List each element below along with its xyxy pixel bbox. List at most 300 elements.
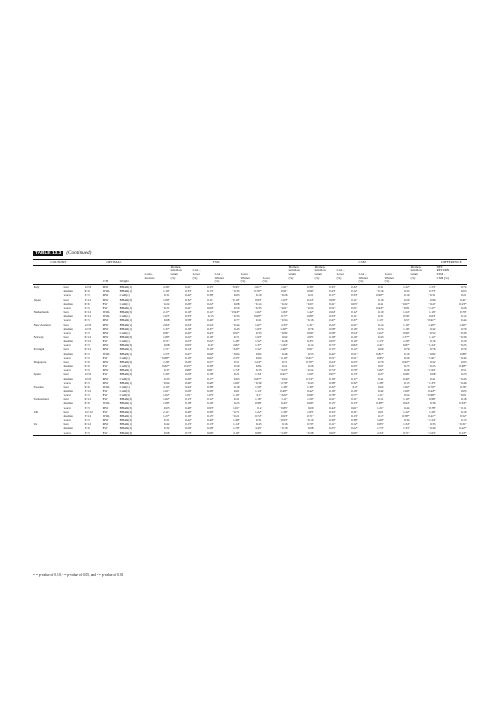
header-cell: tructure — [144, 276, 155, 280]
table-cell: 2.84ᵃ — [163, 322, 170, 327]
table-cell: 0.97ᵃ — [233, 330, 240, 335]
table-cell: 1.15ᶜ — [377, 318, 384, 323]
table-cell: −1.61ᵃ — [427, 355, 436, 360]
table-cell: 0.27ᵃ — [207, 359, 214, 364]
table-cell: Italy — [33, 285, 40, 290]
table-cell: −0.04 — [232, 351, 240, 356]
table-cell: 0.13ᵃ — [329, 413, 336, 418]
table-cell: 0.19ᵃ — [185, 326, 192, 331]
table-cell: CAR(1) — [119, 293, 130, 298]
table-cell: 0.10 — [377, 310, 384, 315]
table-cell: 0.12ᶜ — [207, 310, 214, 315]
table-cell: BHAR(1) — [119, 351, 132, 356]
table-cell: median — [63, 314, 73, 319]
table-cell: 3×3 — [84, 305, 90, 310]
table-cell: 0.71ᵃ — [307, 413, 314, 418]
table-cell: −3.01ᵃ — [279, 305, 288, 310]
table-cell: MW — [102, 418, 109, 423]
table-cell: 6×12 — [84, 422, 92, 427]
table-cell: 2.26ᵃ — [163, 285, 170, 290]
table-cell: 0.40ᵃ — [403, 376, 410, 381]
table-cell: 0.69ᵃᵃ — [254, 314, 262, 319]
table-cell: 0.03 — [460, 389, 467, 394]
table-cell: Us — [33, 422, 38, 427]
table-cell: BHAR(3) — [119, 397, 132, 402]
table-cell: 0.16ᵃ — [351, 326, 358, 331]
table-cell: 1.60ᵃ — [233, 380, 240, 385]
table-cell: 0.18 — [233, 384, 240, 389]
table-cell: IVOL — [102, 384, 111, 389]
table-cell: 2.11ᵃ — [163, 409, 170, 414]
table-cell: 0.38ᵃ — [207, 384, 214, 389]
table-cell: 0.24 — [163, 301, 170, 306]
table-cell: 0.66ᵃ — [192, 431, 214, 436]
table-cell: 0.06ᵃ — [329, 297, 336, 302]
table-cell: −0.39 — [459, 334, 467, 339]
table-cell: 0.51ᶜ — [351, 305, 358, 310]
table-cell: BHAR(1) — [119, 401, 132, 406]
table-cell: −0.02 — [280, 376, 288, 381]
table-cell: 1.11ᵃ — [377, 393, 384, 398]
table-cell: worst — [63, 405, 71, 410]
table-cell: 0.12ᶜ — [351, 310, 358, 315]
table-cell: 1.22ᵃ — [403, 285, 410, 290]
table-cell: 0.44 — [403, 405, 410, 410]
table-cell: 0.17ᵃ — [207, 376, 214, 381]
table-cell: 0.96ᵃ — [307, 393, 314, 398]
table-cell: 12×6 — [84, 372, 92, 377]
table-cell: Singapore — [33, 359, 47, 364]
table-cell: 0.33 — [403, 289, 410, 294]
table-cell: 0.90ᵃ — [403, 330, 410, 335]
table-cell: 3×12 — [84, 297, 92, 302]
table-cell: 0.66ᵃ — [307, 401, 314, 406]
table-cell: EW — [102, 339, 108, 344]
table-cell: 0.17ᵃ — [329, 293, 336, 298]
table-cell: 2.10ᵃ — [163, 384, 170, 389]
table-cell: 1.74ᵃ — [233, 368, 240, 373]
table-cell: −0.43 — [306, 380, 314, 385]
table-cell: 1.16ᵃ — [403, 326, 410, 331]
table-cell: −0.30 — [459, 330, 467, 335]
table-cell: MW — [102, 334, 109, 339]
table-cell: 0.92ᵃᵃ — [402, 359, 410, 364]
table-cell: 2.33ᵃ — [281, 322, 288, 327]
table-cell: 0.44ᵃ — [185, 384, 192, 389]
table-cell: 0.38ᵃ — [351, 418, 358, 423]
table-cell: −0.44 — [459, 355, 467, 360]
table-cell: MW — [102, 405, 109, 410]
header-cell: (%) — [410, 276, 416, 280]
table-cell: worst — [63, 343, 71, 348]
table-cell: best — [63, 422, 69, 427]
table-cell: 1.03ᵃ — [207, 393, 214, 398]
table-cell: 0.16 — [460, 409, 467, 414]
table-cell: 0.76 — [307, 326, 314, 331]
table-cell: 0.19 — [255, 293, 262, 298]
table-cell: −0.24 — [306, 305, 314, 310]
table-cell: 0.24ᶜ — [207, 322, 214, 327]
table-cell: 0.32 — [163, 426, 170, 431]
table-cell: 0.60ᵃ — [207, 351, 214, 356]
table-cell: 0.22ᵃ — [329, 322, 336, 327]
table-cell: 0.17 — [377, 413, 384, 418]
table-cell: 0.71 — [281, 359, 288, 364]
table-cell: Japan — [33, 297, 41, 302]
table-cell: 0.39ᵃ — [329, 418, 336, 423]
table-cell: EW — [102, 397, 108, 402]
table-cell: 1.52ᵃ — [255, 347, 262, 352]
table-cell: 0.80ᵃ — [185, 368, 192, 373]
table-cell: 0.67ᵃᵃ — [254, 376, 262, 381]
table-cell: 1.02ᵃ — [255, 310, 262, 315]
table-cell: −0.33 — [254, 305, 262, 310]
table-cell: 1.19ᵃ — [163, 289, 170, 294]
table-cell: IVOL — [102, 314, 111, 319]
table-cell: 0.16ᵃ — [185, 413, 192, 418]
header-cell: Winner — [240, 276, 250, 280]
table-cell: −0.85ᵃ — [279, 405, 288, 410]
table-cell: 0.51ᵃ — [351, 355, 358, 360]
table-cell: 0.33ᶜ — [207, 285, 214, 290]
table-cell: 0.41 — [377, 376, 384, 381]
table-cell: −1.33ᵃ — [427, 380, 436, 385]
table-cell: 0.42 — [377, 389, 384, 394]
table-cell: 0.13ᵃ — [351, 413, 358, 418]
table-cell: 0.26 — [307, 364, 314, 369]
table-cell: −2.19ᵃ — [279, 355, 288, 360]
table-cell: 0.01 — [377, 409, 384, 414]
table-cell: 0.26ᵃ — [185, 426, 192, 431]
table-cell: 0.51ᵃ — [329, 305, 336, 310]
table-cell: 1.38ᵃ — [377, 380, 384, 385]
table-cell: 1.02ᵃ — [377, 330, 384, 335]
table-cell: 9×6 — [84, 384, 90, 389]
table-cell: 1.91ᵃ — [281, 285, 288, 290]
table-cell: 0.96ᵃ — [403, 372, 410, 377]
table-cell: 12×6 — [84, 322, 92, 327]
table-cell: 0.38ᵃᵃ — [376, 401, 384, 406]
table-cell: 0.33ᵃ — [329, 314, 336, 319]
group-optimal: OPTIMAL — [84, 260, 144, 266]
table-cell: CAR(3) — [119, 393, 130, 398]
table-cell: BHAR(1) — [119, 413, 132, 418]
table-cell: 9×9 — [84, 364, 90, 369]
table-cell: 6×12 — [84, 314, 92, 319]
table-cell: 0.56ᵃ — [403, 314, 410, 319]
table-cell: 1.00ᵃ — [307, 372, 314, 377]
table-cell: 1.22ᵃ — [403, 409, 410, 414]
table-cell: 0.20 — [403, 355, 410, 360]
table-cell: −0.71 — [232, 409, 240, 414]
table-cell: 0.05ᵃ — [329, 339, 336, 344]
table-cell: EW — [102, 364, 108, 369]
table-cell: 3.45ᵃ — [255, 426, 262, 431]
table-cell: 0.76ᵃᵃ — [254, 289, 262, 294]
table-cell: 0.42 — [429, 326, 436, 331]
table-cell: 0.26 — [460, 305, 467, 310]
table-cell: 0.73ᶜ — [429, 289, 436, 294]
table-cell: −0.81 — [402, 305, 410, 310]
table-cell: 0.96ᵃ — [307, 289, 314, 294]
table-cell: −0.18 — [280, 426, 288, 431]
table-cell: 0.79ᵃᵃ — [428, 384, 436, 389]
table-header — [33, 260, 467, 285]
table-cell: 1.71ᵃ — [163, 347, 170, 352]
table-cell: 0.44ᵃᵃ — [428, 389, 436, 394]
table-cell: MW — [102, 380, 109, 385]
table-cell: 0.63ᶜ — [429, 314, 436, 319]
table-cell: 0.77ᵃ — [281, 314, 288, 319]
table-cell: 0.18ᵃ — [329, 334, 336, 339]
table-cell: median — [63, 426, 73, 431]
table-cell: 6×6 — [84, 301, 90, 306]
table-cell: 0.68 — [429, 372, 436, 377]
table-cell: 0.22ᵃᵃ — [459, 426, 467, 431]
table-cell: −0.25 — [428, 364, 436, 369]
table-cell: 0.82 — [255, 351, 262, 356]
table-cell: 0.16 — [377, 297, 384, 302]
table-cell: 0.79ᶜ — [460, 310, 467, 315]
table-cell: 0.46 — [281, 351, 288, 356]
table-cell: 0.84ᵃ — [351, 343, 358, 348]
table-cell: −0.82 — [428, 351, 436, 356]
table-cell: 0.33 — [163, 376, 170, 381]
table-cell: 0.57 — [403, 318, 410, 323]
table-cell: 3×3 — [84, 293, 90, 298]
header-cell: (%) — [358, 280, 384, 284]
table-cell: IVOL — [102, 401, 111, 406]
table-cell: EW — [102, 426, 108, 431]
header-cell: tum Raw — [288, 269, 301, 273]
table-cell: 1.77ᵃᵃ — [402, 334, 410, 339]
table-cell: −1.27ᵃ — [427, 305, 436, 310]
table-cell: −0.38 — [288, 431, 314, 436]
table-cell: 0.25ᵃ — [329, 426, 336, 431]
table-cell: BHAR(1) — [119, 289, 132, 294]
table-cell: −0.19ᵃ — [231, 297, 240, 302]
table-cell: 0.49ᵃ — [185, 405, 192, 410]
table-cell: IVOL — [102, 413, 111, 418]
table-cell: −0.31ᵃ — [458, 422, 467, 427]
table-cell: 0.33ᶜ — [351, 293, 358, 298]
table-cell: BHAR(1) — [119, 422, 132, 427]
table-cell: 0.79 — [460, 326, 467, 331]
table-cell: 0.21ᵃ — [329, 364, 336, 369]
table-cell: best — [63, 297, 69, 302]
table-cell: 1.82ᵃ — [403, 384, 410, 389]
table-cell: 0.74 — [460, 285, 467, 290]
table-cell: best — [63, 359, 69, 364]
table-cell: 0.08 — [307, 426, 314, 431]
table-cell: 3×3 — [84, 368, 90, 373]
header-cell: Cost – — [336, 269, 345, 273]
table-cell: −3.23ᵃ — [279, 368, 288, 373]
table-cell: −0.35 — [232, 289, 240, 294]
table-cell: 0.31ᵃ — [351, 409, 358, 414]
table-cell: CAR(1) — [119, 384, 130, 389]
table-cell: BHAR(3) — [119, 426, 132, 431]
table-cell: 0.26ᵃ — [185, 389, 192, 394]
table-cell: 0.31 — [163, 418, 170, 423]
table-cell: −0.95ᶜ — [231, 285, 240, 290]
table-cell: BHAR(1) — [119, 318, 132, 323]
table-cell: 0.81ᵃ — [207, 368, 214, 373]
table-cell: 0.21ᵃ — [329, 397, 336, 402]
table-cell: MW — [102, 318, 109, 323]
table-cell: 0.12ᵃ — [207, 397, 214, 402]
table-cell: 1.50ᵃ — [255, 384, 262, 389]
table-cell: 0.16 — [429, 339, 436, 344]
table-cell: 0.43ᵃ — [207, 330, 214, 335]
table-cell: 0.10 — [460, 339, 467, 344]
table-cell: 0.24ᵃ — [307, 297, 314, 302]
table-cell: 0.05ᵃ — [351, 301, 358, 306]
table-cell: 0.74ᵃ — [329, 368, 336, 373]
table-cell: 0.68 — [163, 318, 170, 323]
table-cell: 0.15ᵃ — [329, 401, 336, 406]
table-cell: 0.13ᵃᵃ — [436, 431, 467, 436]
table-cell: −0.61ᵃᵃ — [304, 355, 314, 360]
table-cell: 3×3 — [84, 330, 90, 335]
table-cell: worst — [63, 380, 71, 385]
table-cell: 1.27ᵃ — [163, 413, 170, 418]
table-cell: 3×9 — [84, 359, 90, 364]
table-cell: 1.20ᵃ — [307, 397, 314, 402]
table-cell: 0.18ᵃ — [185, 401, 192, 406]
table-cell: New Zealand — [33, 322, 51, 327]
table-cell: 0.23ᵃ — [185, 339, 192, 344]
table-cell: −0.78ᵃ — [427, 405, 436, 410]
table-cell: 0.72ᵃ — [255, 413, 262, 418]
header-cell: Winner — [358, 276, 368, 280]
group-country: COUNTRY — [33, 260, 84, 266]
header-cell: Cost – — [214, 273, 223, 276]
table-cell: 0.89ᵃ — [240, 431, 262, 436]
table-cell: 3×12 — [84, 413, 92, 418]
header-cell: (%) — [262, 280, 288, 284]
table-cell: MW — [102, 293, 109, 298]
table-cell: BHAR(1) — [119, 285, 132, 290]
table-cell: 0.51ᵃ — [329, 355, 336, 360]
header-cell: Costs- — [144, 273, 153, 276]
table-cell: −0.21 — [232, 413, 240, 418]
table-cell: 1.10ᵃ — [403, 397, 410, 402]
table-cell: EW — [102, 393, 108, 398]
table-cell: 2.41ᵃ — [377, 343, 384, 348]
table-cell: 1.02ᵃ — [163, 393, 170, 398]
table-cell: 0.76ᵃ — [460, 384, 467, 389]
table-cell: 0.44 — [460, 318, 467, 323]
table-cell: 0.20 — [403, 297, 410, 302]
table-cell: 0.11ᵃ — [329, 422, 336, 427]
table-cell: 0.96ᵃ — [307, 330, 314, 335]
table-cell: 0.11ᵃ — [351, 397, 358, 402]
table-cell: 0.87ᵃ — [403, 343, 410, 348]
table-cell: EW — [102, 372, 108, 377]
table-cell: 0.37ᶜ — [351, 318, 358, 323]
table-cell: 0.19ᵃ — [351, 389, 358, 394]
header-cell: (%) — [192, 276, 198, 280]
table-cell: 1.24ᵃᵃ — [254, 359, 262, 364]
table-cell: 0.71 — [233, 334, 240, 339]
table-cell: median — [63, 413, 73, 418]
table-cell: −0.26 — [280, 293, 288, 298]
table-cell: 0.42ᵃ — [185, 330, 192, 335]
table-cell: 1.10ᵃ — [403, 322, 410, 327]
table-cell: 0.12 — [307, 343, 314, 348]
table-cell: 2.65ᵃ — [307, 334, 314, 339]
table-cell: −0.10 — [306, 418, 314, 423]
table-cell: 1.01ᵃ — [185, 393, 192, 398]
table-cell: −2.78ᵃ — [279, 380, 288, 385]
header-cell: (%) — [170, 276, 176, 280]
table-cell: 0.21ᶜ — [329, 301, 336, 306]
table-cell: 0.32ᵃ — [351, 380, 358, 385]
table-cell: BHAR(3) — [119, 343, 132, 348]
table-cell: 0.77ᵃ — [351, 393, 358, 398]
table-cell: 0.32ᵃ — [329, 384, 336, 389]
header-cell: return — [288, 273, 297, 276]
table-cell: 1.21ᵃ — [377, 405, 384, 410]
table-cell: 0.70ᵃ — [307, 422, 314, 427]
table-cell: 0.13ᵃ — [185, 397, 192, 402]
table-cell: CAR(1) — [119, 314, 130, 319]
table-cell: 0.23ᵃᵃ — [459, 301, 467, 306]
table-cell: 0.34 — [403, 418, 410, 423]
table-cell: 0.81ᵃᵃ — [376, 351, 384, 356]
table-cell: 0.20ᵃ — [185, 372, 192, 377]
table-cell: 0.43 — [377, 334, 384, 339]
header-cell: (%) — [314, 276, 320, 280]
table-cell: 0.12ᵃ — [351, 422, 358, 427]
table-cell: 0.41 — [377, 301, 384, 306]
table-cell: median — [63, 339, 73, 344]
table-cell: 0.58ᵃ — [329, 326, 336, 331]
table-cell: 12×9 — [84, 326, 92, 331]
header-cell: Loser — [262, 276, 270, 280]
table-cell: 0.11ᶜ — [207, 297, 214, 302]
table-cell: 0.42 — [163, 422, 170, 427]
table-cell: −0.6ᵃᵃ — [232, 347, 240, 352]
table-cell: −0.01 — [459, 393, 467, 398]
table-cell: 0.37 — [163, 368, 170, 373]
table-cell: 0.97 — [377, 364, 384, 369]
table-cell: 6×3 — [84, 380, 90, 385]
table-cell: 0.38ᵃ — [329, 380, 336, 385]
table-cell: 0.09 — [307, 405, 314, 410]
table-cell: 1.80ᵃ — [163, 334, 170, 339]
table-cell: 1.12ᵃ — [429, 334, 436, 339]
header-cell: NET — [436, 265, 443, 269]
table-cell: 1.11ᵃ — [281, 397, 288, 402]
table-cell: 0.93ᵃ — [281, 413, 288, 418]
table-cell: 2.19ᵃ — [214, 431, 240, 436]
table-cell: 0.73ᵃ — [329, 343, 336, 348]
table-cell: EW — [102, 355, 108, 360]
table-cell: 0.51 — [233, 359, 240, 364]
table-cell: −0.11 — [459, 405, 467, 410]
table-cell: 0.70ᵃᵃ — [306, 359, 314, 364]
table-cell: 0.23 — [460, 372, 467, 377]
table-cell: 1.36ᵃ — [281, 409, 288, 414]
table-cell: 1.26ᵃ — [163, 359, 170, 364]
table-cell: best — [63, 409, 69, 414]
header-cell: (%) — [288, 276, 294, 280]
table-cell: best — [63, 384, 69, 389]
table-row — [33, 431, 467, 436]
table-cell: CAR(3) — [119, 389, 130, 394]
